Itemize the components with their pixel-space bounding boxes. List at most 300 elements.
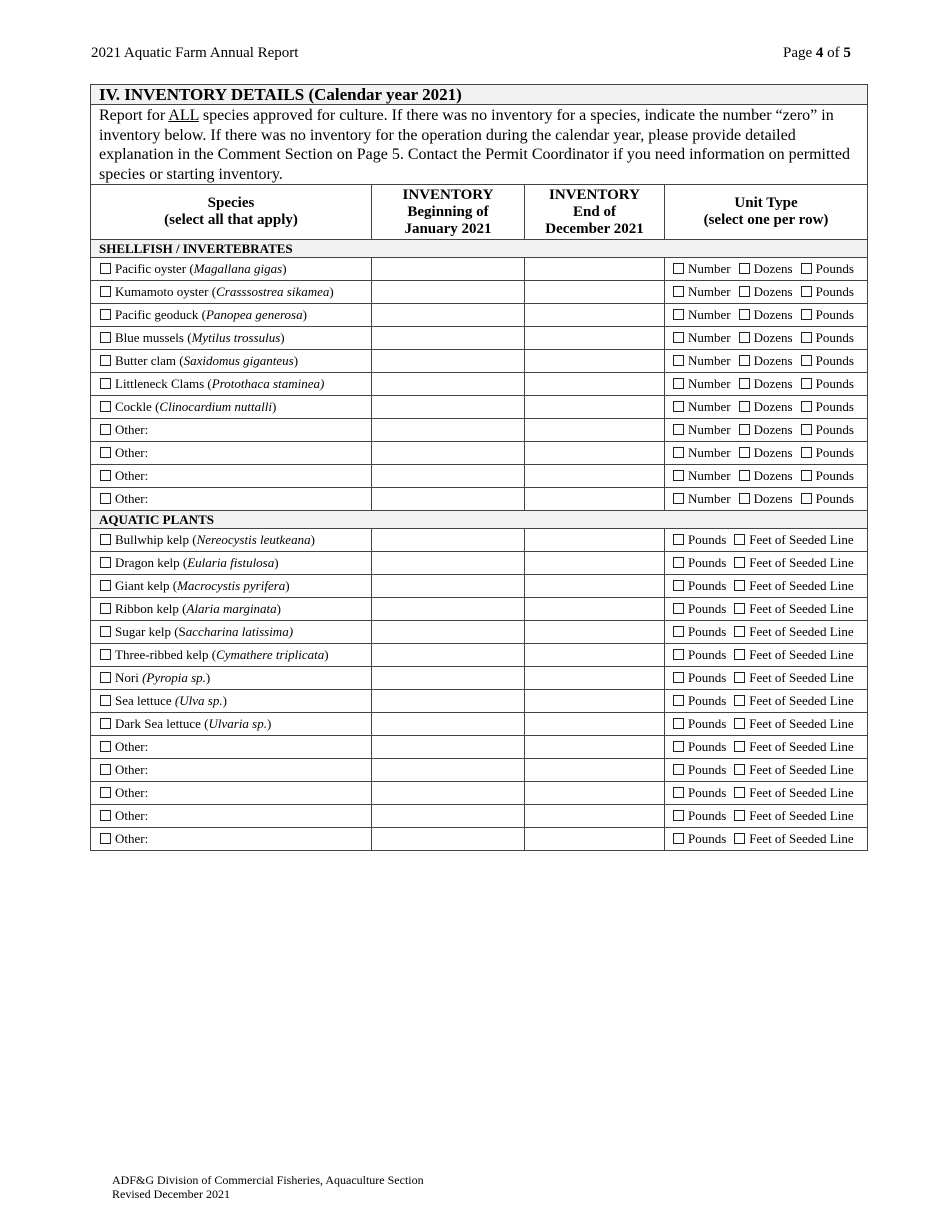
unit-option[interactable] [734,785,853,801]
inventory-end-input[interactable] [525,465,665,488]
unit-option[interactable] [734,716,853,732]
unit-option[interactable] [739,307,793,323]
unit-option[interactable] [801,307,854,323]
unit-checkbox[interactable] [739,309,750,320]
unit-option[interactable] [673,785,726,801]
table-row [91,396,868,419]
unit-checkbox[interactable] [801,470,812,481]
unit-option[interactable] [734,578,853,594]
unit-option[interactable] [734,762,853,778]
intro-post: species approved for culture. If there was no inventory for a species, indicate the number “zero” in inventory below. If there was no inventory for the operation during the calendar year, please provide detailed explanation in the Comment Section on Page 5. Contact the Permit Coordinator if you need information on permitted species or starting inventory. [99,107,850,183]
species-checkbox-label[interactable] [100,647,329,662]
unit-checkbox[interactable] [673,718,684,729]
species-checkbox[interactable] [100,764,111,775]
unit-label: Feet of Seeded Line [749,624,854,639]
species-name: Dragon kelp ( [115,555,188,570]
species-cell [91,350,372,373]
species-cell [91,419,372,442]
unit-label: Dozens [753,330,793,345]
unit-option[interactable] [734,693,853,709]
inventory-begin-input[interactable] [372,281,525,304]
inventory-end-input[interactable] [525,419,665,442]
unit-label: Pounds [815,376,854,391]
unit-checkbox[interactable] [673,401,684,412]
unit-checkbox[interactable] [801,401,812,412]
unit-label: Pounds [688,532,727,547]
species-checkbox-label[interactable] [100,307,307,322]
unit-header-line2: (select one per row) [703,212,829,228]
inventory-end-input[interactable] [525,327,665,350]
inventory-end-input[interactable] [525,759,665,782]
inventory-begin-input[interactable] [372,828,525,851]
species-checkbox-label[interactable] [100,785,148,800]
unit-option[interactable] [673,353,731,369]
unit-option[interactable] [673,647,726,663]
unit-label: Dozens [753,399,793,414]
unit-checkbox[interactable] [734,787,745,798]
page-total: 5 [843,45,851,61]
unit-label: Feet of Seeded Line [749,578,854,593]
inventory-end-input[interactable] [525,442,665,465]
unit-label: Pounds [815,307,854,322]
unit-checkbox[interactable] [734,764,745,775]
species-checkbox[interactable] [100,833,111,844]
unit-option[interactable] [673,624,726,640]
species-name: Sea lettuce [115,693,175,708]
species-checkbox-label[interactable] [100,261,287,276]
species-name-close: ) [310,532,315,547]
unit-checkbox[interactable] [673,309,684,320]
inventory-end-input[interactable] [525,552,665,575]
unit-checkbox[interactable] [673,557,684,568]
species-checkbox-label[interactable] [100,445,148,460]
inventory-end-input[interactable] [525,396,665,419]
unit-option[interactable] [739,376,793,392]
unit-option[interactable] [673,716,726,732]
unit-option[interactable] [673,601,726,617]
unit-option[interactable] [673,578,726,594]
unit-checkbox[interactable] [673,833,684,844]
inventory-end-input[interactable] [525,713,665,736]
unit-checkbox[interactable] [734,810,745,821]
species-checkbox[interactable] [100,378,111,389]
unit-checkbox[interactable] [673,649,684,660]
unit-label: Feet of Seeded Line [749,532,854,547]
species-scientific-name: (Pyropia sp. [142,670,206,685]
unit-option[interactable] [739,445,793,461]
inventory-begin-input[interactable] [372,350,525,373]
species-checkbox-label[interactable] [100,422,148,437]
unit-checkbox[interactable] [734,741,745,752]
inventory-end-input[interactable] [525,350,665,373]
unit-label: Number [688,468,731,483]
inventory-begin-input[interactable] [372,690,525,713]
unit-checkbox[interactable] [739,493,750,504]
species-checkbox-label[interactable] [100,670,210,685]
unit-checkbox[interactable] [801,309,812,320]
inventory-begin-input[interactable] [372,529,525,552]
unit-checkbox[interactable] [673,695,684,706]
species-checkbox-label[interactable] [100,284,334,299]
unit-checkbox[interactable] [734,718,745,729]
unit-option[interactable] [673,261,731,277]
unit-option[interactable] [734,739,853,755]
unit-option[interactable] [673,762,726,778]
unit-checkbox[interactable] [734,534,745,545]
inventory-begin-input[interactable] [372,396,525,419]
species-scientific-name: Panopea generosa [205,307,303,322]
unit-checkbox[interactable] [673,580,684,591]
species-checkbox[interactable] [100,534,111,545]
table-row [91,552,868,575]
unit-checkbox[interactable] [673,263,684,274]
unit-option[interactable] [801,422,854,438]
table-row [91,304,868,327]
species-checkbox[interactable] [100,263,111,274]
unit-option[interactable] [801,468,854,484]
unit-checkbox[interactable] [739,355,750,366]
inventory-begin-input[interactable] [372,304,525,327]
table-row [91,465,868,488]
unit-checkbox[interactable] [673,741,684,752]
unit-option[interactable] [673,670,726,686]
unit-label: Pounds [815,353,854,368]
unit-type-cell [665,396,868,419]
species-scientific-name: Cymathere triplicata [216,647,325,662]
species-checkbox[interactable] [100,470,111,481]
footer [112,1173,424,1201]
unit-option[interactable] [673,330,731,346]
unit-option[interactable] [673,468,731,484]
species-checkbox-label[interactable] [100,578,290,593]
unit-option[interactable] [801,353,854,369]
inventory-end-input[interactable] [525,488,665,511]
unit-option[interactable] [673,739,726,755]
unit-option[interactable] [673,693,726,709]
inventory-end-input[interactable] [525,644,665,667]
species-checkbox-label[interactable] [100,532,315,547]
species-checkbox-label[interactable] [100,330,285,345]
species-checkbox[interactable] [100,447,111,458]
unit-option[interactable] [801,445,854,461]
unit-checkbox[interactable] [739,424,750,435]
species-checkbox-label[interactable] [100,716,271,731]
species-checkbox[interactable] [100,787,111,798]
unit-type-cell [665,327,868,350]
table-row [91,373,868,396]
species-checkbox-label[interactable] [100,831,148,846]
inventory-begin-input[interactable] [372,327,525,350]
unit-checkbox[interactable] [673,470,684,481]
species-checkbox[interactable] [100,626,111,637]
unit-label: Number [688,353,731,368]
unit-label: Feet of Seeded Line [749,808,854,823]
species-checkbox[interactable] [100,424,111,435]
end-header-line2: End of [573,203,616,220]
unit-option[interactable] [673,399,731,415]
unit-checkbox[interactable] [673,626,684,637]
species-checkbox[interactable] [100,603,111,614]
species-scientific-name: (Ulva sp. [174,693,223,708]
unit-checkbox[interactable] [673,332,684,343]
inventory-end-input[interactable] [525,782,665,805]
species-cell [91,690,372,713]
inventory-begin-input[interactable] [372,598,525,621]
unit-checkbox[interactable] [801,447,812,458]
unit-label: Feet of Seeded Line [749,670,854,685]
unit-label: Feet of Seeded Line [749,762,854,777]
unit-label: Feet of Seeded Line [749,693,854,708]
species-checkbox-label[interactable] [100,376,324,391]
unit-option[interactable] [734,555,853,571]
inventory-end-column-header [525,185,665,240]
unit-option[interactable] [801,376,854,392]
species-checkbox-label[interactable] [100,739,148,754]
species-checkbox-label[interactable] [100,399,276,414]
unit-option[interactable] [739,284,793,300]
unit-option[interactable] [673,307,731,323]
unit-option[interactable] [739,491,793,507]
unit-option[interactable] [673,422,731,438]
unit-label: Pounds [688,601,727,616]
unit-label: Number [688,307,731,322]
unit-checkbox[interactable] [801,332,812,343]
species-scientific-name: Macrocystis pyrifera [177,578,286,593]
species-checkbox-label[interactable] [100,693,227,708]
table-row [91,805,868,828]
unit-label: Pounds [688,716,727,731]
inventory-end-input[interactable] [525,258,665,281]
unit-checkbox[interactable] [673,355,684,366]
species-checkbox-label[interactable] [100,601,281,616]
unit-checkbox[interactable] [739,470,750,481]
species-checkbox-label[interactable] [100,353,298,368]
unit-option[interactable] [673,555,726,571]
unit-option[interactable] [673,491,731,507]
species-checkbox-label[interactable] [100,808,148,823]
unit-option[interactable] [801,261,854,277]
unit-option[interactable] [734,532,853,548]
species-name-close: ) [266,716,272,731]
unit-label: Pounds [688,762,727,777]
species-checkbox[interactable] [100,401,111,412]
inventory-begin-input[interactable] [372,575,525,598]
unit-option[interactable] [739,422,793,438]
unit-checkbox[interactable] [673,286,684,297]
inventory-begin-input[interactable] [372,782,525,805]
species-scientific-name: Nereocystis leutkeana [196,532,311,547]
unit-checkbox[interactable] [673,534,684,545]
unit-checkbox[interactable] [734,649,745,660]
unit-label: Pounds [688,670,727,685]
inventory-end-input[interactable] [525,828,665,851]
species-checkbox[interactable] [100,332,111,343]
unit-checkbox[interactable] [673,378,684,389]
species-cell [91,488,372,511]
unit-type-cell [665,759,868,782]
unit-checkbox[interactable] [673,810,684,821]
species-name-close: ) [285,578,290,593]
unit-option[interactable] [673,376,731,392]
unit-checkbox[interactable] [801,378,812,389]
species-cell [91,598,372,621]
inventory-end-input[interactable] [525,667,665,690]
unit-label: Feet of Seeded Line [749,647,854,662]
unit-option[interactable] [739,353,793,369]
species-checkbox-label[interactable] [100,624,293,639]
unit-checkbox[interactable] [739,447,750,458]
species-checkbox[interactable] [100,718,111,729]
unit-checkbox[interactable] [801,424,812,435]
unit-type-cell [665,575,868,598]
inventory-begin-input[interactable] [372,442,525,465]
unit-option[interactable] [734,647,853,663]
unit-checkbox[interactable] [801,263,812,274]
unit-checkbox[interactable] [739,401,750,412]
table-row [91,350,868,373]
unit-option[interactable] [734,670,853,686]
species-column-header [91,185,372,240]
unit-option[interactable] [739,468,793,484]
species-name-close: ) [282,261,287,276]
unit-checkbox[interactable] [801,493,812,504]
unit-label: Pounds [815,445,854,460]
species-cell [91,258,372,281]
inventory-begin-input[interactable] [372,258,525,281]
species-name: Other: [115,785,149,800]
species-cell [91,442,372,465]
inventory-end-input[interactable] [525,736,665,759]
unit-label: Pounds [815,491,854,506]
unit-checkbox[interactable] [734,580,745,591]
intro-all: ALL [168,107,199,124]
inventory-begin-input[interactable] [372,552,525,575]
inventory-begin-input[interactable] [372,419,525,442]
unit-type-cell [665,552,868,575]
inventory-begin-input[interactable] [372,644,525,667]
unit-option[interactable] [801,491,854,507]
inventory-end-input[interactable] [525,373,665,396]
species-name: Other: [115,468,149,483]
species-checkbox[interactable] [100,286,111,297]
unit-checkbox[interactable] [734,557,745,568]
inventory-end-input[interactable] [525,304,665,327]
unit-checkbox[interactable] [734,833,745,844]
inventory-end-input[interactable] [525,621,665,644]
species-checkbox[interactable] [100,695,111,706]
unit-option[interactable] [801,399,854,415]
unit-checkbox[interactable] [673,764,684,775]
inventory-end-input[interactable] [525,805,665,828]
unit-option[interactable] [673,831,726,847]
inventory-end-input[interactable] [525,281,665,304]
species-name: Other: [115,739,149,754]
species-checkbox[interactable] [100,810,111,821]
unit-checkbox[interactable] [673,447,684,458]
species-checkbox[interactable] [100,493,111,504]
unit-option[interactable] [734,831,853,847]
inventory-end-input[interactable] [525,529,665,552]
inventory-begin-input[interactable] [372,805,525,828]
species-checkbox[interactable] [100,741,111,752]
unit-checkbox[interactable] [734,626,745,637]
unit-checkbox[interactable] [739,286,750,297]
unit-checkbox[interactable] [734,695,745,706]
unit-option[interactable] [673,808,726,824]
inventory-end-input[interactable] [525,575,665,598]
unit-label: Dozens [753,491,793,506]
unit-checkbox[interactable] [734,603,745,614]
species-name: Dark Sea lettuce ( [115,716,209,731]
unit-option[interactable] [734,624,853,640]
unit-option[interactable] [734,601,853,617]
unit-checkbox[interactable] [673,424,684,435]
species-checkbox[interactable] [100,649,111,660]
species-checkbox-label[interactable] [100,468,148,483]
unit-option[interactable] [673,532,726,548]
unit-checkbox[interactable] [673,493,684,504]
unit-option[interactable] [734,808,853,824]
unit-checkbox[interactable] [673,603,684,614]
unit-label: Dozens [753,261,793,276]
unit-checkbox[interactable] [801,286,812,297]
species-scientific-name: Mytilus trossulus [191,330,281,345]
unit-option[interactable] [673,284,731,300]
unit-checkbox[interactable] [673,787,684,798]
unit-checkbox[interactable] [739,332,750,343]
unit-label: Pounds [688,578,727,593]
unit-checkbox[interactable] [673,672,684,683]
inventory-begin-input[interactable] [372,488,525,511]
unit-label: Dozens [753,376,793,391]
unit-type-cell [665,644,868,667]
inventory-end-input[interactable] [525,598,665,621]
species-checkbox-label[interactable] [100,555,279,570]
species-checkbox[interactable] [100,355,111,366]
species-checkbox[interactable] [100,672,111,683]
unit-option[interactable] [739,261,793,277]
unit-option[interactable] [739,330,793,346]
page-of: of [823,45,844,61]
species-checkbox[interactable] [100,309,111,320]
inventory-begin-input[interactable] [372,713,525,736]
species-cell [91,327,372,350]
species-checkbox[interactable] [100,580,111,591]
inventory-begin-input[interactable] [372,667,525,690]
inventory-begin-input[interactable] [372,759,525,782]
unit-checkbox[interactable] [739,378,750,389]
inventory-begin-input[interactable] [372,465,525,488]
unit-checkbox[interactable] [734,672,745,683]
unit-option[interactable] [801,330,854,346]
unit-checkbox[interactable] [801,355,812,366]
species-checkbox-label[interactable] [100,762,148,777]
species-checkbox-label[interactable] [100,491,148,506]
unit-option[interactable] [801,284,854,300]
unit-checkbox[interactable] [739,263,750,274]
inventory-begin-input[interactable] [372,373,525,396]
species-scientific-name: Magallana gigas [193,261,283,276]
inventory-begin-input[interactable] [372,736,525,759]
inventory-begin-input[interactable] [372,621,525,644]
unit-type-cell [665,350,868,373]
unit-option[interactable] [673,445,731,461]
species-checkbox[interactable] [100,557,111,568]
unit-option[interactable] [739,399,793,415]
unit-label: Number [688,330,731,345]
inventory-end-input[interactable] [525,690,665,713]
unit-type-cell [665,442,868,465]
